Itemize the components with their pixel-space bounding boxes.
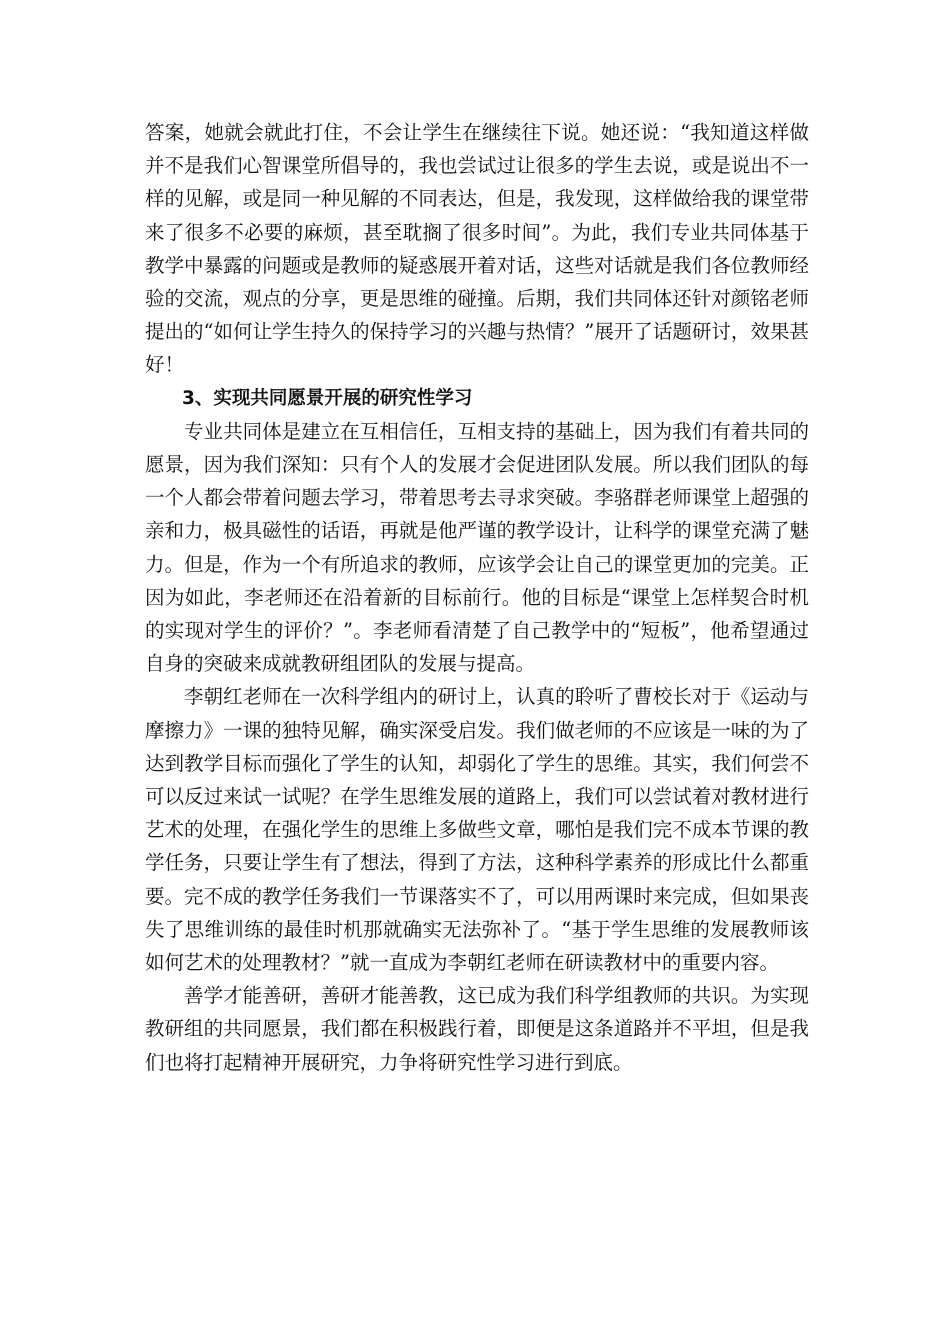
paragraph-shared-vision: 专业共同体是建立在互相信任，互相支持的基础上，因为我们有着共同的愿景，因为我们深知：只有个人的发展才会促进团队发展。所以我们团队的每一个人都会带着问题去学习，带着思考去寻求突破。李骆群老师课堂上超强的亲和力，极具磁性的话语，再就是他严谨的教学设计，让科学的课堂充满了魅力。但是，作为一个有所追求的教师，应该学会让自己的课堂更加的完美。正因为如此，李老师还在沿着新的目标前行。他的目标是“课堂上怎样契合时机的实现对学生的评价？”。李老师看清楚了自己教学中的“短板”，他希望通过自身的突破来成就教研组团队的发展与提高。 <box>145 419 809 676</box>
section-heading: 3、实现共同愿景开展的研究性学习 <box>182 387 473 409</box>
paragraph-continuation: 答案，她就会就此打住，不会让学生在继续往下说。她还说：“我知道这样做并不是我们心智课堂所倡导的，我也尝试过让很多的学生去说，或是说出不一样的见解，或是同一种见解的不同表达，但是，我发现，这样做给我的课堂带来了很多不必要的麻烦，甚至耽搁了很多时间”。为此，我们专业共同体基于教学中暴露的问题或是教师的疑惑展开着对话，这些对话就是我们各位教师经验的交流，观点的分享，更是思维的碰撞。后期，我们共同体还针对颜铭老师提出的“如何让学生持久的保持学习的兴趣与热情？”展开了话题研讨，效果甚好！ <box>145 121 809 377</box>
paragraph-conclusion: 善学才能善研，善研才能善教，这已成为我们科学组教师的共识。为实现教研组的共同愿景，我们都在积极践行着，即便是这条道路并不平坦，但是我们也将打起精神开展研究，力争将研究性学习进行到底。 <box>145 984 809 1074</box>
document-page <box>145 116 809 1079</box>
paragraph-li-chaohong: 李朝红老师在一次科学组内的研讨上，认真的聆听了曹校长对于《运动与摩擦力》一课的独特见解，确实深受启发。我们做老师的不应该是一味的为了达到教学目标而强化了学生的认知，却弱化了学生的思维。其实，我们何尝不可以反过来试一试呢？在学生思维发展的道路上，我们可以尝试着对教材进行艺术的处理，在强化学生的思维上多做些文章，哪怕是我们完不成本节课的教学任务，只要让学生有了想法，得到了方法，这种科学素养的形成比什么都重要。完不成的教学任务我们一节课落实不了，可以用两课时来完成，但如果丧失了思维训练的最佳时机那就确实无法弥补了。“基于学生思维的发展教师该如何艺术的处理教材？”就一直成为李朝红老师在研读教材中的重要内容。 <box>145 685 809 975</box>
